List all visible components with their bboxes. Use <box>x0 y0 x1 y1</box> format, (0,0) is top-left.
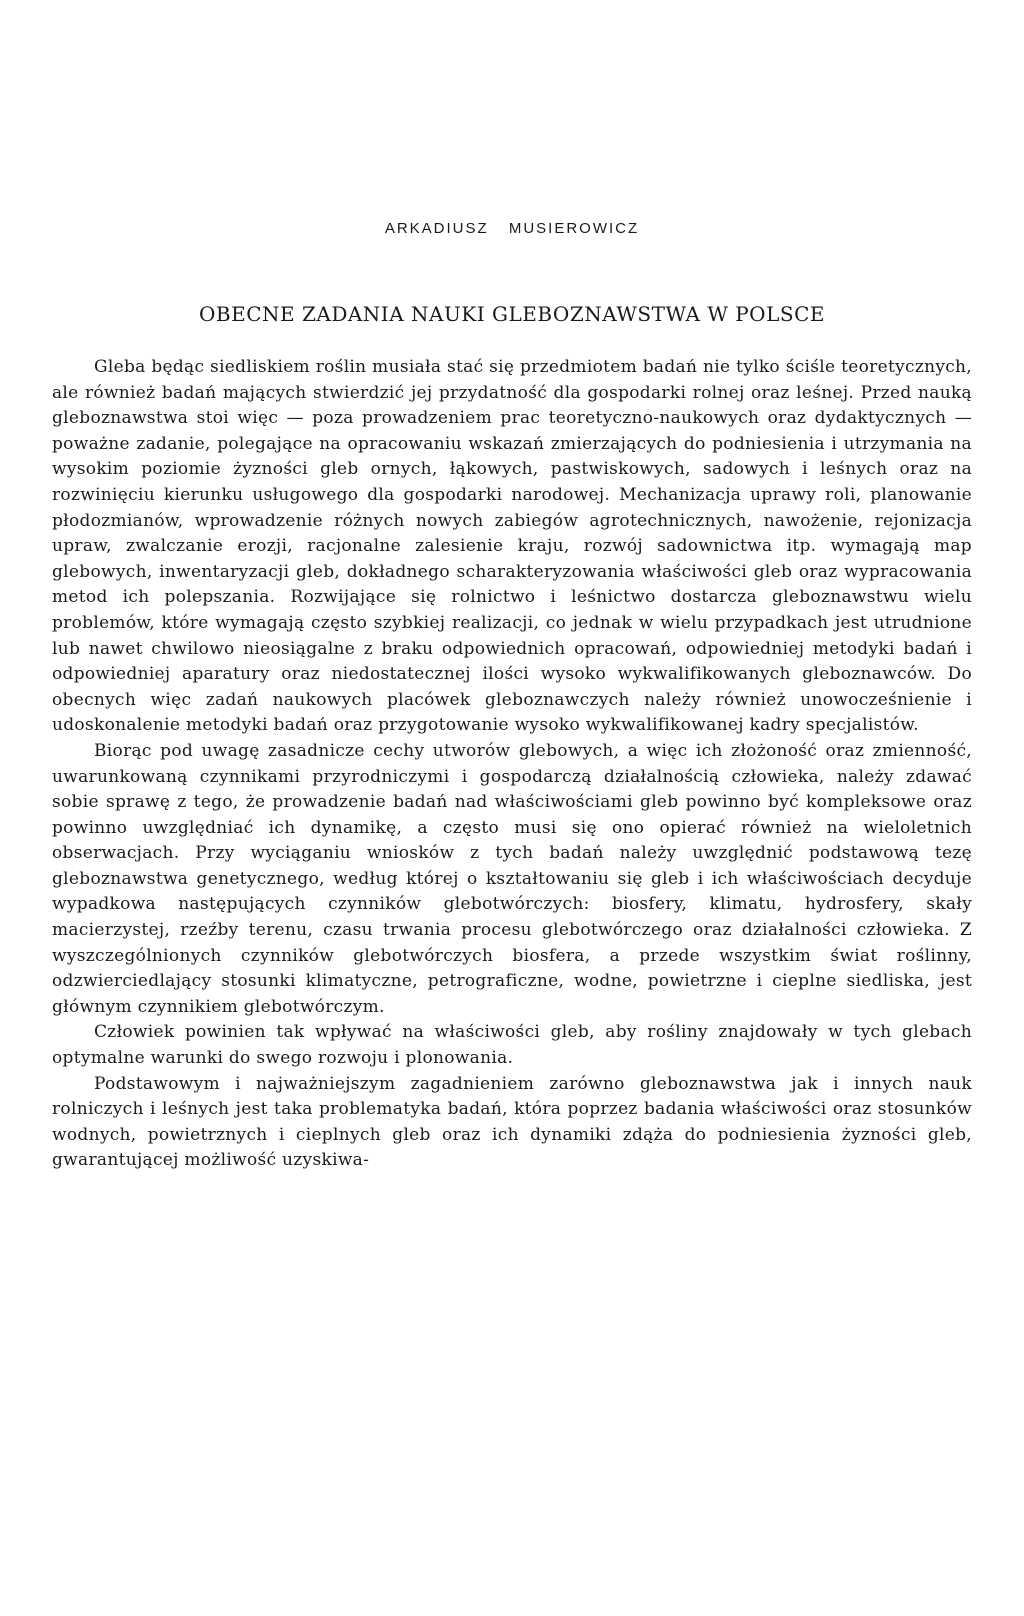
author-name: ARKADIUSZ MUSIEROWICZ <box>384 220 640 237</box>
paragraph-2: Biorąc pod uwagę zasadnicze cechy utworów glebowych, a więc ich złożoność oraz zmienność, uwarunkowaną czynnikami przyrodniczymi i gospodarczą działalnością człowieka, należy zdawać sobie sprawę z tego, że prowadzenie badań nad właściwościami gleb powinno być kompleksowe oraz powinno uwzględniać ich dynamikę, a często musi się ono opierać również na wieloletnich obserwacjach. Przy wyciąganiu wniosków z tych badań należy uwzględnić podstawową tezę gleboznawstwa genetycznego, według której o kształtowaniu się gleb i ich właściwościach decyduje wypadkowa następujących czynników glebotwórczych: biosfery, klimatu, hydrosfery, skały macierzystej, rzeźby terenu, czasu trwania procesu glebotwórczego oraz działalności człowieka. Z wyszczególnionych czynników glebotwórczych biosfera, a przede wszystkim świat roślinny, odzwierciedlający stosunki klimatyczne, petrograficzne, wodne, powietrzne i cieplne siedliska, jest głównym czynnikiem glebotwórczym. <box>52 740 972 1017</box>
article-body <box>52 355 972 1174</box>
paragraph-1: Gleba będąc siedliskiem roślin musiała stać się przedmiotem badań nie tylko ściśle teoretycznych, ale również badań mających stwierdzić jej przydatność dla gospodarki rolnej oraz leśnej. Przed nauką gleboznawstwa stoi więc — poza prowadzeniem prac teoretyczno-naukowych oraz dydaktycznych — poważne zadanie, polegające na opracowaniu wskazań zmierzających do podniesienia i utrzymania na wysokim poziomie żyzności gleb ornych, łąkowych, pastwiskowych, sadowych i leśnych oraz na rozwinięciu kierunku usługowego dla gospodarki narodowej. Mechanizacja uprawy roli, planowanie płodozmianów, wprowadzenie różnych nowych zabiegów agrotechnicznych, nawożenie, rejonizacja upraw, zwalczanie erozji, racjonalne zalesienie kraju, rozwój sadownictwa itp. wymagają map glebowych, inwentaryzacji gleb, dokładnego scharakteryzowania właściwości gleb oraz wypracowania metod ich polepszania. Rozwijające się rolnictwo i leśnictwo dostarcza gleboznawstwu wielu problemów, które wymagają często szybkiej realizacji, co jednak w wielu przypadkach jest utrudnione lub nawet chwilowo nieosiągalne z braku odpowiednich opracowań, odpowiedniej metodyki badań i odpowiedniej aparatury oraz niedostatecznej ilości wysoko wykwalifikowanych gleboznawców. Do obecnych więc zadań naukowych placówek gleboznawczych należy również unowocześnienie i udoskonalenie metodyki badań oraz przygotowanie wysoko wykwalifikowanej kadry specjalistów. <box>52 357 972 736</box>
paragraph-4: Podstawowym i najważniejszym zagadnieniem zarówno gleboznawstwa jak i innych nauk rolniczych i leśnych jest taka problematyka badań, która poprzez badania właściwości oraz stosunków wodnych, powietrznych i cieplnych gleb oraz ich dynamiki zdąża do podniesienia żyzności gleb, gwarantującej możliwość uzyskiwa- <box>52 1073 972 1171</box>
document-page <box>52 0 972 1616</box>
article-title: OBECNE ZADANIA NAUKI GLEBOZNAWSTWA W POLSCE <box>199 302 825 326</box>
paragraph-3: Człowiek powinien tak wpływać na właściwości gleb, aby rośliny znajdowały w tych glebach optymalne warunki do swego rozwoju i plonowania. <box>52 1022 972 1069</box>
